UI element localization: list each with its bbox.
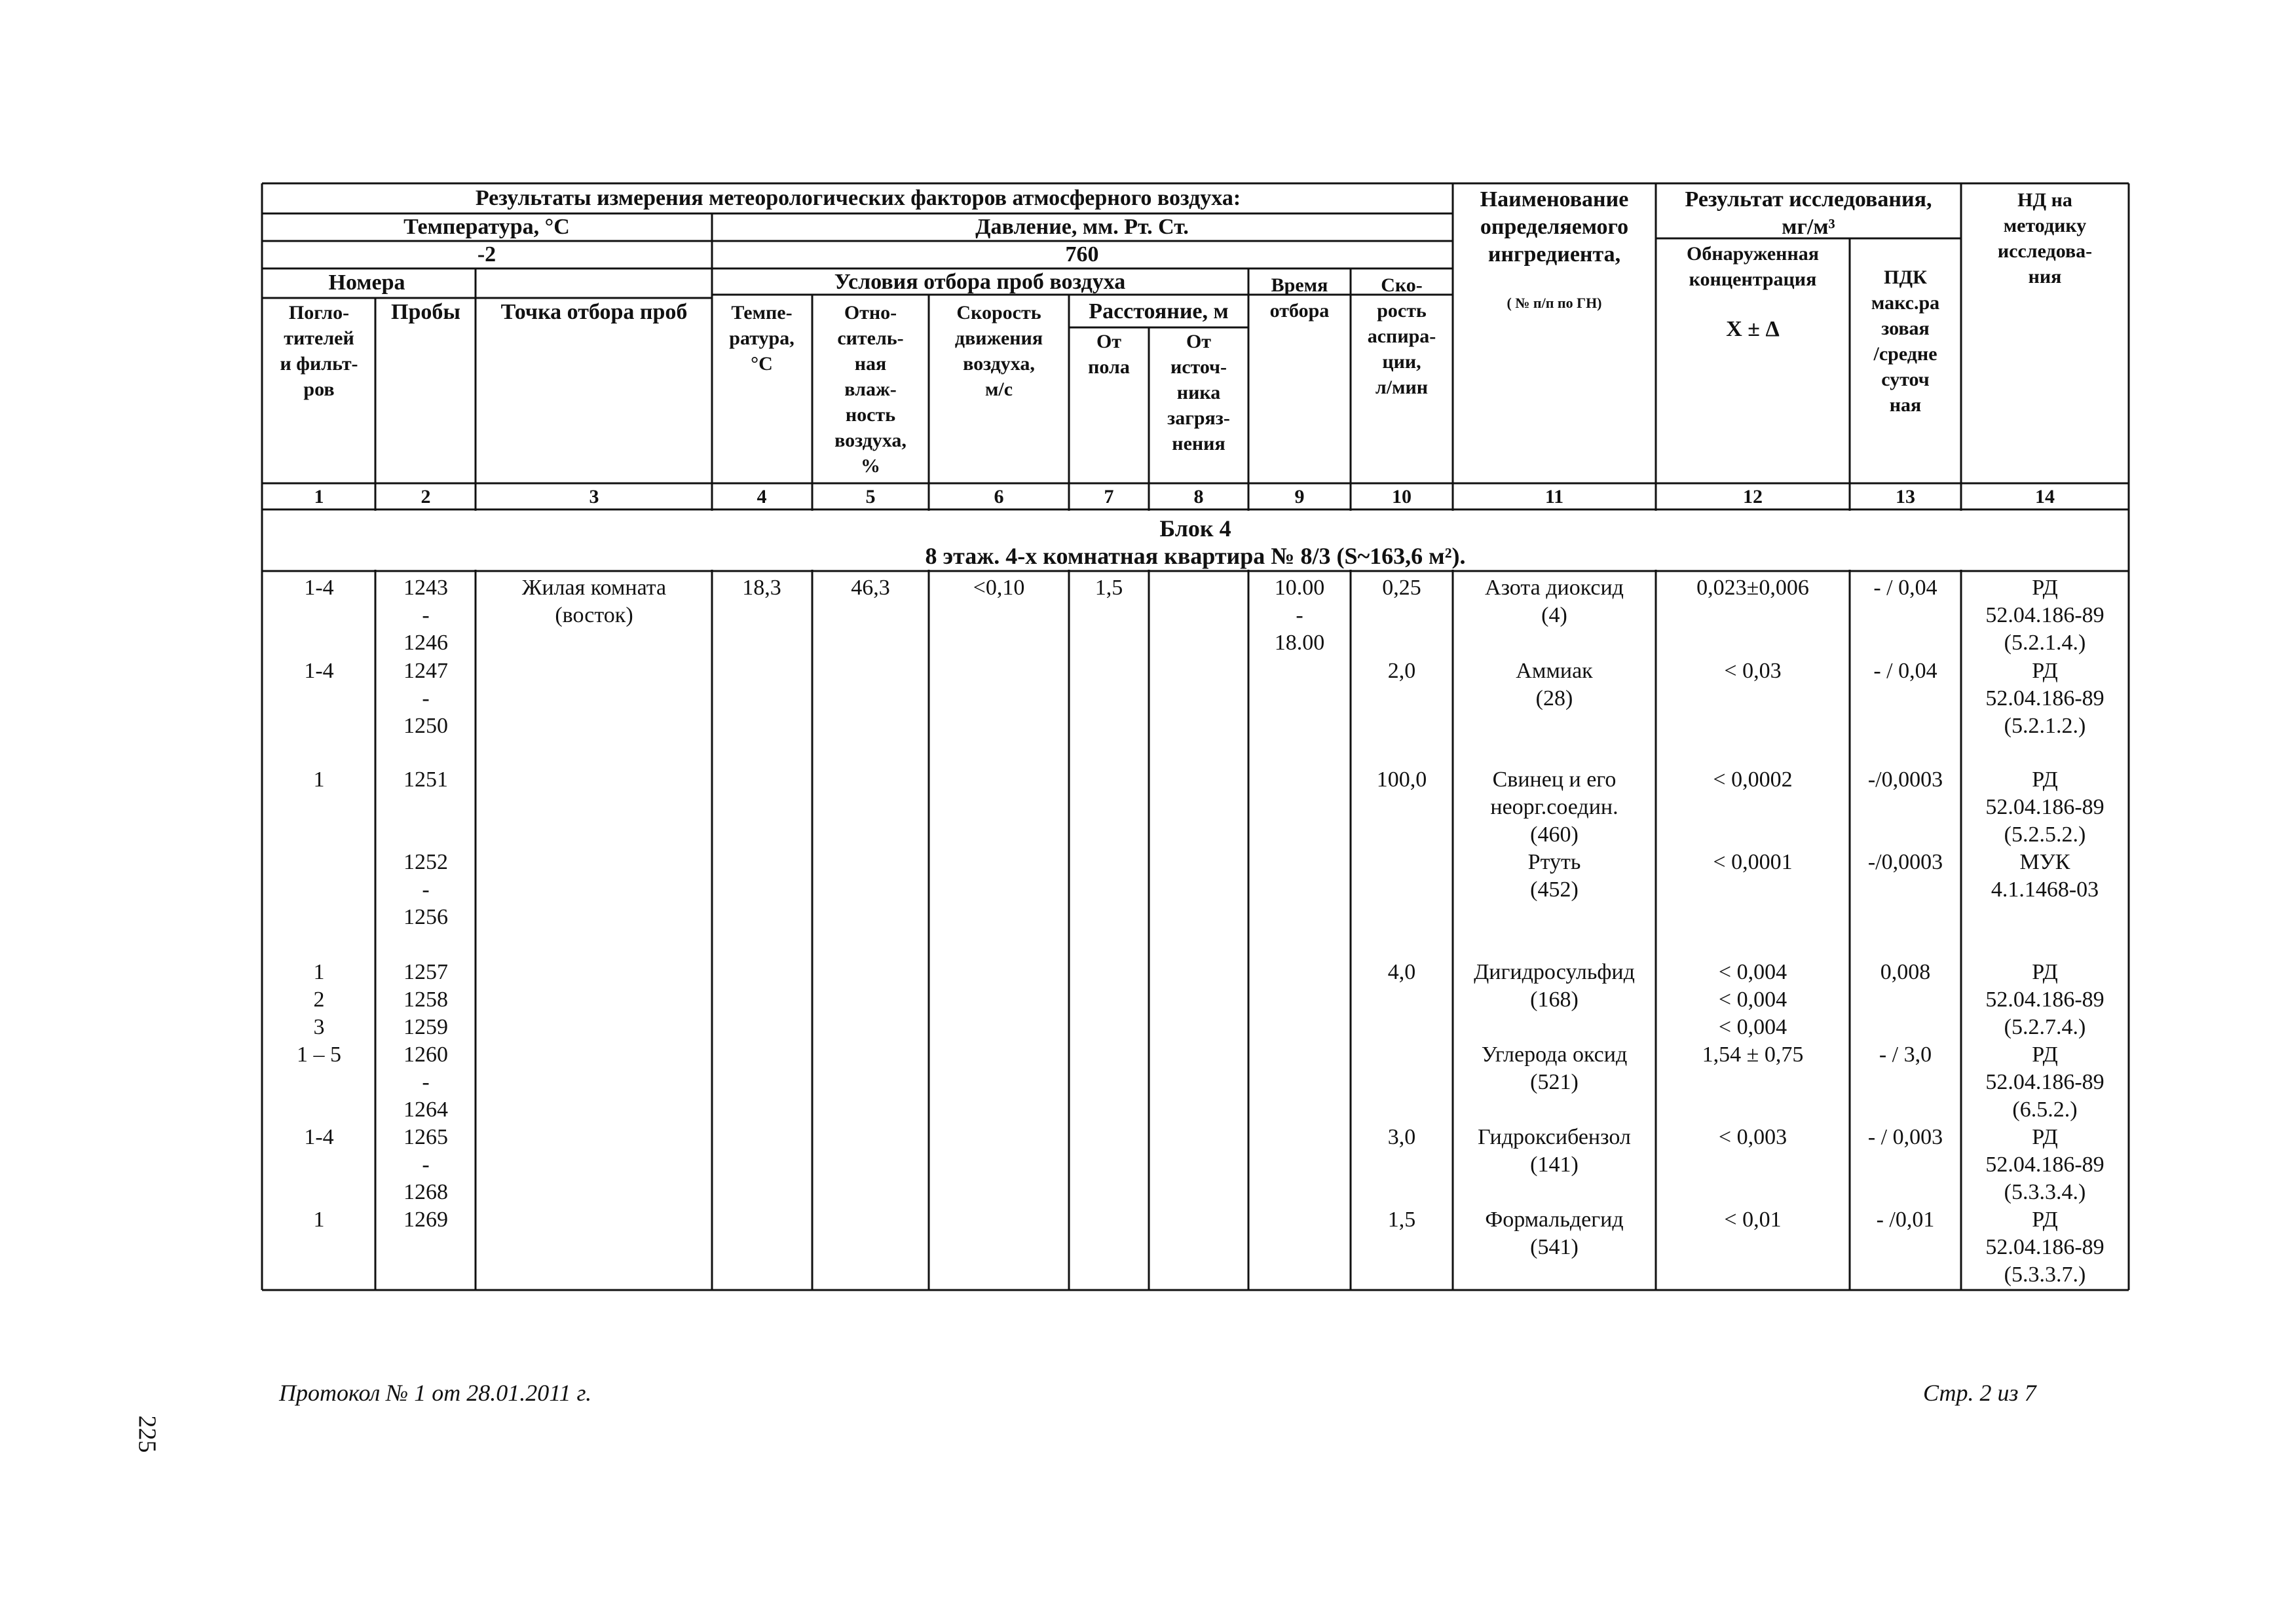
section-apartment: 8 этаж. 4-х комнатная квартира № 8/3 (S~163,6 м²). bbox=[925, 543, 1466, 569]
temperature-value: -2 bbox=[477, 242, 496, 267]
column-number: 13 bbox=[1896, 486, 1915, 507]
row-pdk: - / 3,0 bbox=[1879, 1043, 1932, 1067]
sampling-temperature: 18,3 bbox=[742, 576, 781, 600]
sampling-air-speed: <0,10 bbox=[973, 576, 1025, 600]
header-concentration-formula: X ± Δ bbox=[1726, 317, 1780, 341]
row-aspiration: 4,0 bbox=[1387, 960, 1416, 984]
temperature-label: Температура, °C bbox=[403, 215, 570, 239]
row-aspiration: 100,0 bbox=[1376, 767, 1427, 792]
header-humidity: Отно- ситель- ная влаж- ность воздуха, % bbox=[834, 302, 907, 477]
protocol-footer: Протокол № 1 от 28.01.2011 г. bbox=[279, 1380, 592, 1406]
header-temperature: Темпе- ратура, °С bbox=[729, 302, 795, 375]
column-number: 9 bbox=[1294, 486, 1305, 507]
pressure-label: Давление, мм. Рт. Ст. bbox=[975, 215, 1189, 239]
page-number: 225 bbox=[133, 1415, 161, 1453]
row-pdk: - / 0,04 bbox=[1873, 576, 1937, 600]
header-sampling-time: Время отбора bbox=[1269, 274, 1330, 322]
row-concentration: 1,54 ± 0,75 bbox=[1702, 1043, 1804, 1067]
row-concentration: < 0,004 bbox=[1718, 960, 1787, 984]
row-pdk: - / 0,04 bbox=[1873, 659, 1937, 683]
header-ingredient: Наименование определяемого ингредиента, bbox=[1480, 187, 1629, 267]
row-concentration: 0,023±0,006 bbox=[1696, 576, 1809, 600]
row-concentration: < 0,0001 bbox=[1713, 850, 1793, 874]
row-pdk: -/0,0003 bbox=[1867, 850, 1943, 874]
row-method: РД 52.04.186-89 (5.3.3.7.) bbox=[1985, 1208, 2104, 1287]
page-counter: Стр. 2 из 7 bbox=[1923, 1380, 2036, 1406]
row-method: РД 52.04.186-89 (5.2.7.4.) bbox=[1985, 960, 2104, 1039]
row-samples: 1259 bbox=[403, 1015, 448, 1039]
sampling-from-floor: 1,5 bbox=[1094, 576, 1123, 600]
row-samples: 1251 bbox=[403, 767, 448, 792]
row-absorbers: 1-4 bbox=[304, 659, 334, 683]
row-method: РД 52.04.186-89 (5.2.5.2.) bbox=[1985, 767, 2104, 847]
row-concentration: < 0,03 bbox=[1724, 659, 1782, 683]
header-from-source: От источ- ника загряз- нения bbox=[1167, 331, 1230, 454]
row-samples: 1257 bbox=[403, 960, 448, 984]
row-method: МУК 4.1.1468-03 bbox=[1991, 850, 2099, 902]
column-number: 2 bbox=[421, 486, 431, 507]
header-samples: Пробы bbox=[391, 300, 460, 324]
header-absorbers: Погло- тителей и фильт- ров bbox=[280, 302, 358, 400]
row-ingredient: Аммиак (28) bbox=[1516, 659, 1593, 710]
column-number: 1 bbox=[314, 486, 324, 507]
row-concentration: < 0,01 bbox=[1724, 1208, 1782, 1232]
numbers-label: Номера bbox=[328, 270, 405, 295]
row-concentration: < 0,003 bbox=[1718, 1125, 1787, 1149]
row-absorbers: 1 – 5 bbox=[297, 1043, 341, 1067]
header-sampling-point: Точка отбора проб bbox=[500, 300, 688, 324]
sampling-humidity: 46,3 bbox=[851, 576, 890, 600]
row-absorbers: 1-4 bbox=[304, 576, 334, 600]
row-aspiration: 1,5 bbox=[1387, 1208, 1416, 1232]
row-samples: 1252 - 1256 bbox=[403, 850, 448, 929]
header-aspiration-rate: Ско- рость аспира- ции, л/мин bbox=[1367, 274, 1436, 398]
sampling-point: Жилая комната (восток) bbox=[521, 576, 667, 627]
column-number: 3 bbox=[589, 486, 599, 507]
row-absorbers: 2 bbox=[313, 987, 325, 1012]
row-absorbers: 1-4 bbox=[304, 1125, 334, 1149]
row-ingredient: Свинец и его неорг.соедин. (460) bbox=[1490, 767, 1618, 847]
header-air-speed: Скорость движения воздуха, м/с bbox=[954, 302, 1043, 400]
row-samples: 1243 - 1246 bbox=[403, 576, 448, 655]
row-aspiration: 3,0 bbox=[1387, 1125, 1416, 1149]
row-pdk: -/0,0003 bbox=[1867, 767, 1943, 792]
column-number: 14 bbox=[2035, 486, 2055, 507]
column-number: 11 bbox=[1544, 486, 1564, 507]
row-samples: 1247 - 1250 bbox=[403, 659, 448, 738]
row-samples: 1258 bbox=[403, 987, 448, 1012]
row-absorbers: 1 bbox=[313, 960, 325, 984]
column-number: 8 bbox=[1193, 486, 1204, 507]
row-ingredient: Углерода оксид (521) bbox=[1481, 1043, 1628, 1094]
row-aspiration: 2,0 bbox=[1387, 659, 1416, 683]
header-method: НД на методику исследова- ния bbox=[1997, 189, 2093, 287]
column-number: 5 bbox=[865, 486, 876, 507]
column-number: 7 bbox=[1104, 486, 1114, 507]
sampling-conditions-label: Условия отбора проб воздуха bbox=[834, 270, 1126, 294]
row-absorbers: 3 bbox=[313, 1015, 325, 1039]
row-ingredient: Дигидросульфид (168) bbox=[1474, 960, 1635, 1012]
row-method: РД 52.04.186-89 (5.3.3.4.) bbox=[1985, 1125, 2104, 1204]
row-method: РД 52.04.186-89 (5.2.1.4.) bbox=[1985, 576, 2104, 655]
row-ingredient: Ртуть (452) bbox=[1527, 850, 1581, 902]
meteo-title: Результаты измерения метеорологических факторов атмосферного воздуха: bbox=[475, 186, 1241, 210]
row-ingredient: Гидроксибензол (141) bbox=[1478, 1125, 1631, 1177]
distance-label: Расстояние, м bbox=[1089, 299, 1229, 323]
row-samples: 1269 bbox=[403, 1208, 448, 1232]
sampling-time: 10.00 - 18.00 bbox=[1274, 576, 1325, 655]
row-pdk: 0,008 bbox=[1880, 960, 1931, 984]
section-block: Блок 4 bbox=[1159, 515, 1231, 542]
row-pdk: - /0,01 bbox=[1876, 1208, 1935, 1232]
header-ingredient-note: ( № п/п по ГН) bbox=[1506, 295, 1602, 311]
row-aspiration: 0,25 bbox=[1382, 576, 1421, 600]
column-number: 12 bbox=[1743, 486, 1763, 507]
row-concentration: < 0,004 bbox=[1718, 987, 1787, 1012]
result-label: Результат исследования, мг/м³ bbox=[1685, 187, 1932, 239]
column-number: 6 bbox=[994, 486, 1004, 507]
row-absorbers: 1 bbox=[313, 1208, 325, 1232]
row-concentration: < 0,0002 bbox=[1713, 767, 1793, 792]
column-number: 4 bbox=[757, 486, 767, 507]
row-method: РД 52.04.186-89 (5.2.1.2.) bbox=[1985, 659, 2104, 738]
row-concentration: < 0,004 bbox=[1718, 1015, 1787, 1039]
column-number: 10 bbox=[1392, 486, 1412, 507]
row-method: РД 52.04.186-89 (6.5.2.) bbox=[1985, 1043, 2104, 1122]
header-from-floor: От пола bbox=[1088, 331, 1130, 378]
row-ingredient: Азота диоксид (4) bbox=[1485, 576, 1624, 627]
header-concentration: Обнаруженная концентрация bbox=[1687, 243, 1819, 290]
header-pdk: ПДК макс.ра зовая /средне суточ ная bbox=[1871, 267, 1940, 416]
row-absorbers: 1 bbox=[313, 767, 325, 792]
row-samples: 1265 - 1268 bbox=[403, 1125, 448, 1204]
row-pdk: - / 0,003 bbox=[1867, 1125, 1943, 1149]
row-ingredient: Формальдегид (541) bbox=[1485, 1208, 1624, 1259]
pressure-value: 760 bbox=[1065, 242, 1099, 267]
row-samples: 1260 - 1264 bbox=[403, 1043, 448, 1122]
